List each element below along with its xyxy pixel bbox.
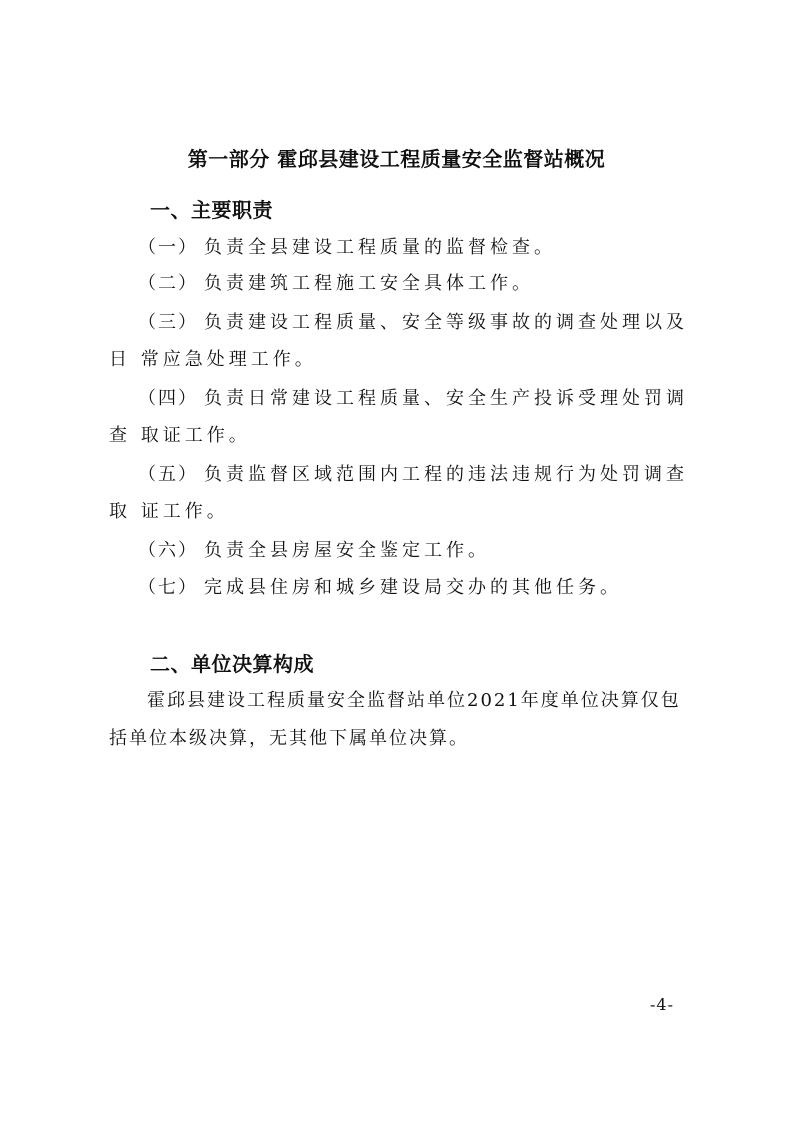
duty-item-text: 完成县住房和城乡建设局交办的其他任务。	[204, 577, 622, 598]
duty-item-4-continuation: 查 取证工作。	[109, 425, 251, 446]
duty-item-text: 负责日常建设工程质量、安全生产投诉受理处罚调	[204, 388, 688, 409]
duty-item-1	[138, 233, 556, 259]
duty-item-7	[138, 573, 622, 599]
section-heading-duties: 一、主要职责	[150, 198, 273, 222]
page-number: -4-	[650, 995, 674, 1014]
duty-item-marker: （四）	[138, 388, 198, 409]
composition-paragraph: 霍邱县建设工程质量安全监督站单位2021年度单位决算仅包括单位本级决算，无其他下属单位决算。	[109, 690, 681, 749]
duty-item-2	[138, 269, 534, 295]
duty-item-5-continuation: 取 证工作。	[109, 501, 229, 522]
duty-item-text: 负责监督区域范围内工程的违法违规行为处罚调查	[204, 464, 688, 485]
duty-item-text: 负责建筑工程施工安全具体工作。	[204, 273, 534, 294]
duty-item-marker: （三）	[138, 312, 198, 333]
duty-item-marker: （五）	[138, 464, 198, 485]
duty-item-6	[138, 536, 490, 562]
duty-item-5	[138, 460, 688, 486]
duty-item-marker: （二）	[138, 273, 198, 294]
duty-item-text: 负责全县房屋安全鉴定工作。	[204, 540, 490, 561]
duty-item-marker: （六）	[138, 540, 198, 561]
duty-item-text: 负责全县建设工程质量的监督检查。	[204, 237, 556, 258]
duty-item-marker: （一）	[138, 237, 198, 258]
duty-item-marker: （七）	[138, 577, 198, 598]
duty-item-3	[138, 308, 688, 334]
duty-item-text: 负责建设工程质量、安全等级事故的调查处理以及	[204, 312, 688, 333]
duty-item-4	[138, 384, 688, 410]
section-heading-composition: 二、单位决算构成	[150, 652, 314, 676]
duty-item-3-continuation: 日 常应急处理工作。	[109, 349, 317, 370]
page-title: 第一部分 霍邱县建设工程质量安全监督站概况	[187, 147, 606, 171]
